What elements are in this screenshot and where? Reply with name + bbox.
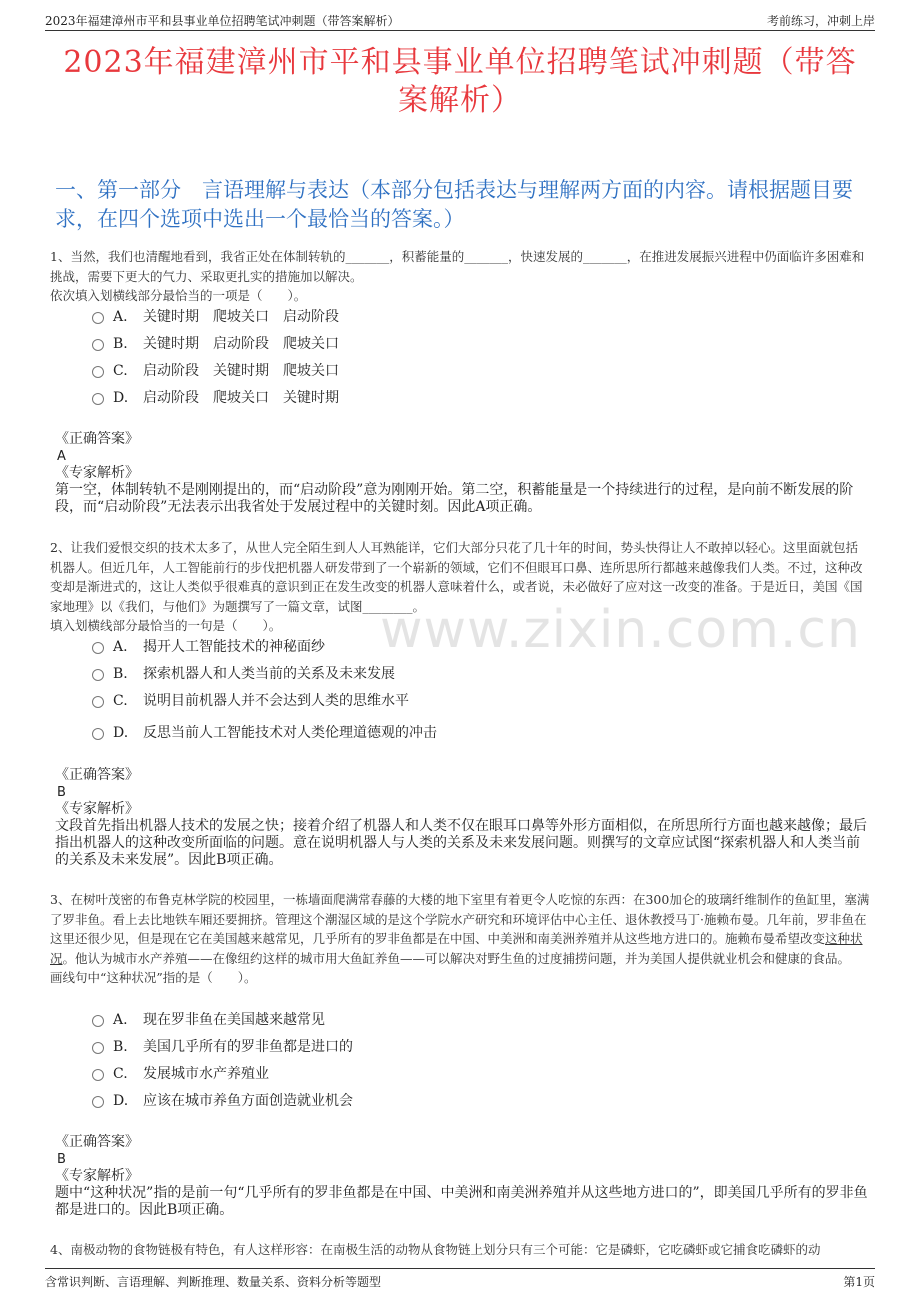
page-footer	[45, 1268, 875, 1291]
option-text: 发展城市水产养殖业	[143, 1066, 269, 1082]
option-letter: A.	[113, 1012, 128, 1028]
option-b[interactable]	[92, 661, 870, 688]
answer-label: 《正确答案》	[55, 431, 139, 447]
option-text: 美国几乎所有的罗非鱼都是进口的	[143, 1039, 353, 1055]
option-letter: A.	[113, 639, 128, 655]
option-d[interactable]	[92, 1088, 870, 1115]
option-letter: D.	[113, 390, 129, 406]
footer-note: 含常识判断、言语理解、判断推理、数量关系、资料分析等题型	[45, 1275, 382, 1289]
answer-value: A	[57, 449, 66, 464]
option-text: 现在罗非鱼在美国越来越常见	[143, 1012, 325, 1028]
question-stem: 2、让我们爱恨交织的技术太多了，从世人完全陌生到人人耳熟能详，它们大部分只花了几十年的时间，势头快得让人不敢掉以轻心。这里面就包括机器人。但近几年，人工智能前行的步伐把机器人研发带到了一个崭新的领域，它们不但眼耳口鼻、连所思所行都越来越像我们人类。不过，这种改变却是渐进式的，这让人类似乎很难真的意识到正在发生改变的机器人意味着什么，或者说，未必做好了应对这一改变的准备。于是近日，美国《国家地理》以《我们，与他们》为题撰写了一篇文章，试图________。	[50, 540, 863, 614]
question-4	[50, 1240, 870, 1260]
analysis-label: 《专家解析》	[55, 1168, 139, 1184]
question-prompt: 画线句中“这种状况”指的是（ ）。	[50, 970, 257, 985]
question-prompt: 填入划横线部分最恰当的一句是（ ）。	[50, 618, 282, 633]
option-letter: B.	[113, 1039, 128, 1055]
radio-icon[interactable]	[92, 642, 104, 654]
question-stem: 4、南极动物的食物链极有特色，有人这样形容：在南极生活的动物从食物链上划分只有三个可能：它是磷虾，它吃磷虾或它捕食吃磷虾的动	[50, 1242, 821, 1257]
radio-icon[interactable]	[92, 1096, 104, 1108]
option-text: 启动阶段 爬坡关口 关键时期	[143, 390, 339, 406]
option-text: 探索机器人和人类当前的关系及未来发展	[143, 666, 395, 682]
question-2	[50, 538, 870, 636]
option-a[interactable]	[92, 304, 870, 331]
answer-label: 《正确答案》	[55, 767, 139, 783]
option-c[interactable]	[92, 1061, 870, 1088]
option-letter: C.	[113, 693, 128, 709]
radio-icon[interactable]	[92, 1042, 104, 1054]
radio-icon[interactable]	[92, 339, 104, 351]
option-letter: C.	[113, 1066, 128, 1082]
analysis-label: 《专家解析》	[55, 465, 139, 481]
header-slogan: 考前练习，冲刺上岸	[766, 14, 875, 28]
option-letter: A.	[113, 309, 128, 325]
stem-text: 3、在树叶茂密的布鲁克林学院的校园里，一栋墙面爬满常春藤的大楼的地下室里有着更令人吃惊的东西：在300加仑的玻璃纤维制作的鱼缸里，塞满了罗非鱼。看上去比地铁车厢还要拥挤。管理这个潮湿区域的是这个学院水产研究和环境评估中心主任、退休教授马丁·施赖布曼。几年前，罗非鱼在这里还很少见，但是现在它在美国越来越常见，几乎所有的罗非鱼都是在中国、中美洲和南美洲养殖并从这些地方进口的。施赖布曼希望改变	[50, 892, 870, 946]
radio-icon[interactable]	[92, 393, 104, 405]
question-3-options	[92, 1007, 870, 1115]
option-letter: C.	[113, 363, 128, 379]
analysis-text: 第一空，体制转轨不是刚刚提出的，而“启动阶段”意为刚刚开始。第二空，积蓄能量是一个持续进行的过程，是向前不断发展的阶段，而“启动阶段”无法表示出我省处于发展过程中的关键时刻。因此A项正确。	[55, 482, 854, 515]
radio-icon[interactable]	[92, 669, 104, 681]
option-d[interactable]	[92, 385, 870, 412]
question-1	[50, 247, 870, 306]
watermark: www.zixin.com.cn	[380, 600, 861, 660]
answer-label: 《正确答案》	[55, 1134, 139, 1150]
option-letter: B.	[113, 336, 128, 352]
answer-value: B	[57, 785, 66, 800]
option-letter: D.	[113, 1093, 129, 1109]
option-c[interactable]	[92, 358, 870, 385]
option-text: 关键时期 爬坡关口 启动阶段	[143, 309, 339, 325]
option-text: 应该在城市养鱼方面创造就业机会	[143, 1093, 353, 1109]
question-stem	[50, 890, 870, 968]
question-3	[50, 890, 870, 988]
analysis-label: 《专家解析》	[55, 801, 139, 817]
radio-icon[interactable]	[92, 728, 104, 740]
underlined-phrase: 这种状况	[50, 931, 863, 966]
question-1-answer	[55, 431, 870, 516]
question-3-answer	[55, 1134, 870, 1219]
option-text: 关键时期 启动阶段 爬坡关口	[143, 336, 339, 352]
header-doc-title: 2023年福建漳州市平和县事业单位招聘笔试冲刺题（带答案解析）	[45, 14, 400, 28]
analysis-text: 题中“这种状况”指的是前一句“几乎所有的罗非鱼都是在中国、中美洲和南美洲养殖并从这些地方进口的”，即美国几乎所有的罗非鱼都是进口的。因此B项正确。	[55, 1185, 868, 1218]
page-number: 第1页	[843, 1275, 875, 1289]
option-b[interactable]	[92, 1034, 870, 1061]
analysis-text: 文段首先指出机器人技术的发展之快；接着介绍了机器人和人类不仅在眼耳口鼻等外形方面相似，在所思所行方面也越来越像；最后指出机器人的这种改变所面临的问题。意在说明机器人与人类的关系及未来发展问题。则撰写的文章应试图“探索机器人和人类当前的关系及未来发展”。因此B项正确。	[55, 818, 867, 868]
section-heading: 一、第一部分 言语理解与表达（本部分包括表达与理解两方面的内容。请根据题目要求，在四个选项中选出一个最恰当的答案。）	[55, 178, 853, 231]
page-header	[45, 10, 875, 31]
option-letter: D.	[113, 725, 129, 741]
option-c[interactable]	[92, 688, 870, 715]
option-d[interactable]	[92, 720, 870, 747]
radio-icon[interactable]	[92, 366, 104, 378]
option-text: 揭开人工智能技术的神秘面纱	[143, 639, 325, 655]
option-b[interactable]	[92, 331, 870, 358]
option-text: 说明目前机器人并不会达到人类的思维水平	[143, 693, 409, 709]
option-text: 启动阶段 关键时期 爬坡关口	[143, 363, 339, 379]
answer-value: B	[57, 1152, 66, 1167]
question-1-options	[92, 304, 870, 412]
question-2-answer	[55, 767, 870, 869]
option-a[interactable]	[92, 634, 870, 661]
option-letter: B.	[113, 666, 128, 682]
radio-icon[interactable]	[92, 1015, 104, 1027]
radio-icon[interactable]	[92, 312, 104, 324]
question-2-options	[92, 634, 870, 747]
stem-text: 。他认为城市水产养殖——在像纽约这样的城市用大鱼缸养鱼——可以解决对野生鱼的过度捕捞问题，并为美国人提供就业机会和健康的食品。	[62, 950, 851, 966]
question-prompt: 依次填入划横线部分最恰当的一项是（ ）。	[50, 288, 307, 303]
question-stem: 1、当然，我们也清醒地看到，我省正处在体制转轨的_______，积蓄能量的_______，快速发展的_______，在推进发展振兴进程中仍面临许多困难和挑战，需要下更大的气力、采取更扎实的措施加以解决。	[50, 249, 865, 284]
radio-icon[interactable]	[92, 1069, 104, 1081]
document-title: 2023年福建漳州市平和县事业单位招聘笔试冲刺题（带答案解析）	[63, 45, 857, 118]
option-text: 反思当前人工智能技术对人类伦理道德观的冲击	[143, 725, 437, 741]
option-a[interactable]	[92, 1007, 870, 1034]
radio-icon[interactable]	[92, 696, 104, 708]
